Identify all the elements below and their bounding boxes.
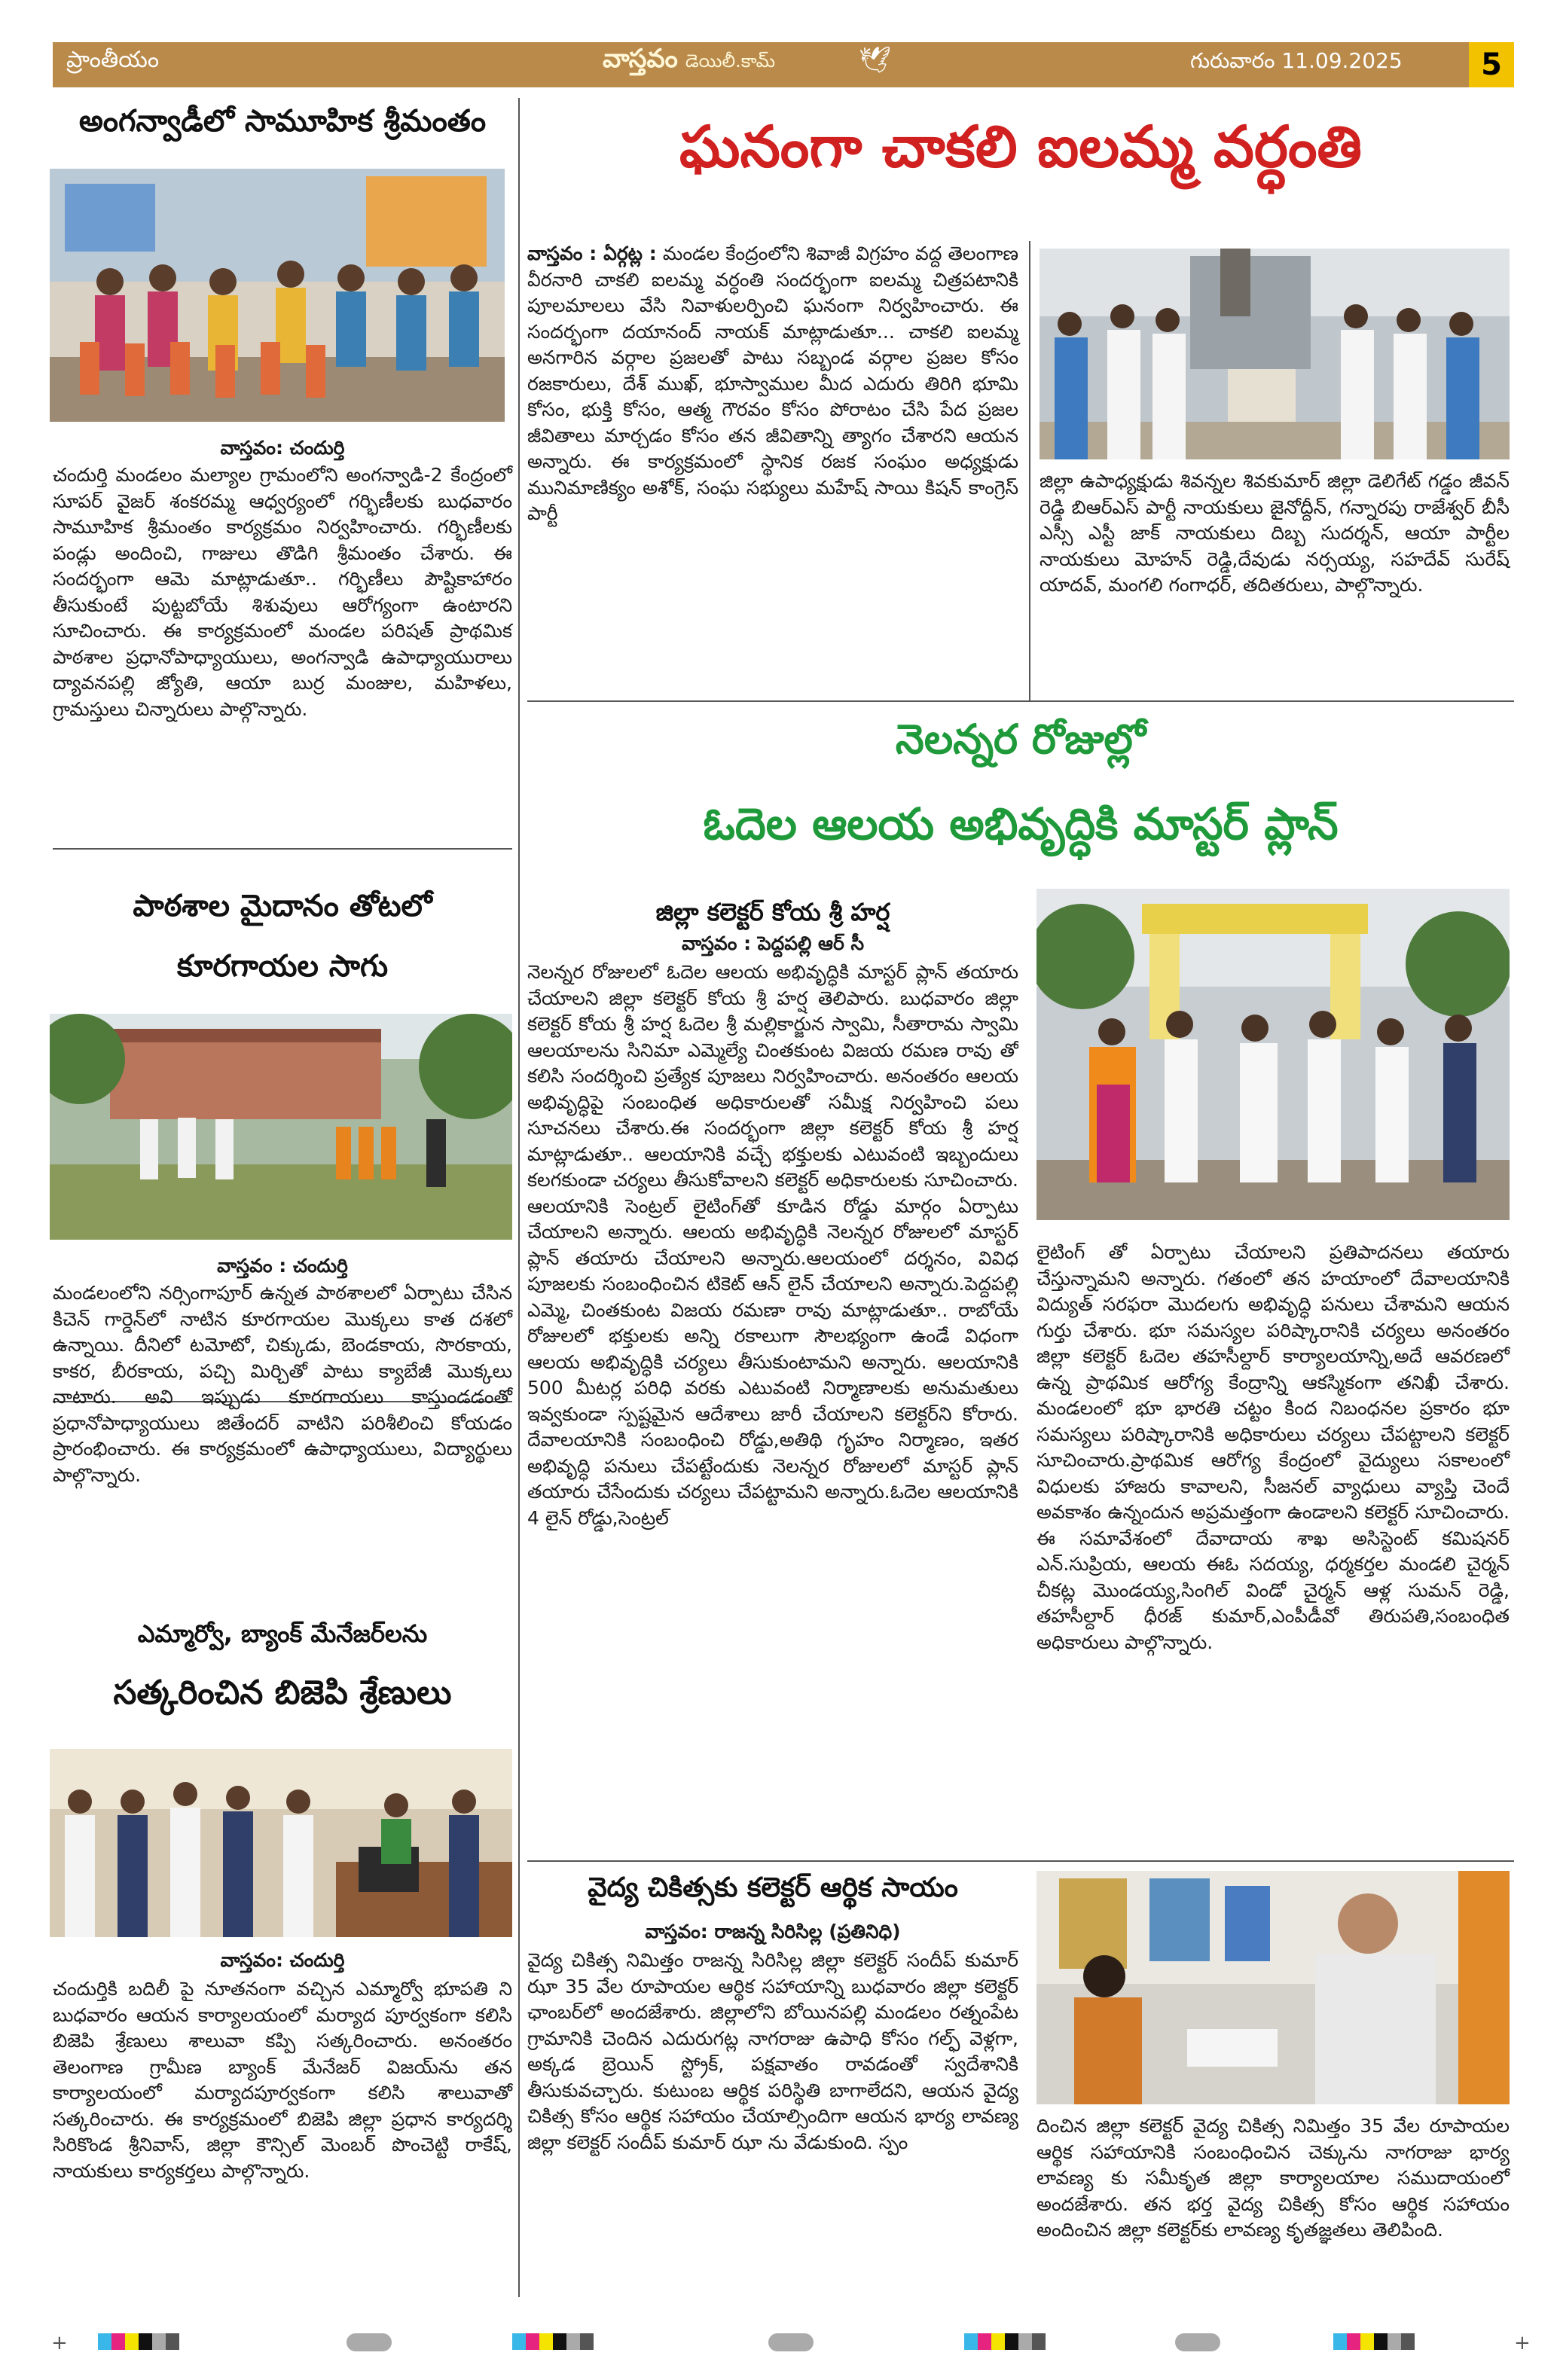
color-bar (512, 2333, 594, 2351)
anganwadi-photo (50, 169, 505, 422)
ilamma-photo (1040, 249, 1510, 459)
bird-icon: 🕊 (859, 45, 892, 75)
odela-dateline: వాస్తవం : పెద్దపల్లి ఆర్ సీ (681, 932, 865, 954)
page-number: 5 (1469, 42, 1514, 87)
section-divider (527, 700, 1514, 702)
registration-mark (347, 2333, 392, 2351)
issue-date: గురువారం 11.09.2025 (1190, 48, 1403, 73)
section-divider (53, 848, 512, 850)
odela-subhead: జిల్లా కలెక్టర్ కోయ శ్రీ హర్ష (655, 898, 890, 926)
mro-dateline: వాస్తవం: చందుర్తి (220, 1949, 345, 1971)
odela-body-continued: లైటింగ్ తో ఏర్పాటు చేయాలని ప్రతిపాదనలు తయారు చేస్తున్నామని అన్నారు. గతంలో తన హయాంలో దేవాలయానికి విద్యుత్ సరఫరా మొదలగు అభివృద్ధి పనులు చేశామని ఆయన గుర్తు చేశారు. భూ సమస్యల పరిష్కారానికి చర్యలు అనంతరం జిల్లా కలెక్టర్ ఓదెల తహసీల్దార్ కార్యాలయాన్ని,అదే ఆవరణలో ఉన్న ప్రాథమిక ఆరోగ్య కేంద్రాన్ని ఆకస్మికంగా తనిఖీ చేశారు. మండలంలో భూ భారతి చట్టం కింద నిబంధనల ప్రకారం భూ సమస్యలు పరిష్కారానికి అధికారులు చర్యలు చేపట్టాలని కలెక్టర్ సూచించారు.ప్రాథమిక ఆరోగ్య కేంద్రంలో వైద్యులు సకాలంలో విధులకు హాజరు కావాలని, సీజనల్ వ్యాధులు వ్యాప్తి చెందే అవకాశం ఉన్నందున అప్రమత్తంగా ఉండాలని కలెక్టర్ సూచించారు. ఈ సమావేశంలో దేవాదాయ శాఖ అసిస్టెంట్ కమిషనర్ ఎన్.సుప్రియ, ఆలయ ఈఓ సదయ్య, ధర్మకర్తల మండలి చైర్మన్ చీకట్ల మొండయ్య,సింగిల్ విండో చైర్మన్ ఆళ్ల సుమన్ రెడ్డి, తహసీల్దార్ ధీరజ్ కుమార్,ఎంపీడీవో తిరుపతి,సంబంధిత అధికారులు పాల్గొన్నారు. (1036, 1241, 1510, 1653)
medical-caption: దించిన జిల్లా కలెక్టర్ వైద్య చికిత్స నిమిత్తం 35 వేల రూపాయల ఆర్థిక సహాయానికి సంబంధించిన చెక్కును నాగరాజు భార్య లావణ్య కు సమీకృత జిల్లా కార్యాలయాల సముదాయంలో అందజేశారు. తన భర్త వైద్య చికిత్స కోసం ఆర్థిక సహాయం అందించిన జిల్లా కలెక్టర్‌కు లావణ్య కృతజ్ఞతలు తెలిపింది. (1036, 2115, 1510, 2241)
ilamma-dateline: వాస్తవం : ఏర్గట్ల : (527, 243, 657, 264)
medical-photo (1036, 1871, 1510, 2104)
column-divider (1029, 241, 1030, 700)
odela-headline-line1: నెలన్నర రోజుల్లో (895, 716, 1146, 763)
mro-photo (50, 1749, 512, 1937)
odela-headline-line2: ఓదెల ఆలయ అభివృద్ధికి మాస్టర్ ప్లాన్ (703, 798, 1339, 850)
anganwadi-dateline: వాస్తవం: చందుర్తి (220, 437, 345, 459)
ilamma-body: మండల కేంద్రంలోని శివాజీ విగ్రహం వద్ద తెలంగాణ వీరనారి చాకలి ఐలమ్మ వర్ధంతి సందర్భంగా ఐలమ్మ చిత్రపటానికి పూలమాలలు వేసి నివాళులర్పించి ఘనంగా నిర్వహించారు. ఈ సందర్భంగా దయానంద్ నాయక్ మాట్లాడుతూ... చాకలి ఐలమ్మ అనగారిన వర్గాల ప్రజలతో పాటు సబ్బండ వర్గాల ప్రజల కోసం రజకారులు, దేశ్ ముఖ్, భూస్వాముల మీద ఎదురు తిరిగి భూమి కోసం, భుక్తి కోసం, ఆత్మ గౌరవం కోసం పోరాటం చేసి పేద ప్రజల జీవితాలు మార్చడం కోసం తన జీవితాన్ని త్యాగం చేశారని ఆయన అన్నారు. ఈ కార్యక్రమంలో స్థానిక రజక సంఘం అధ్యక్షుడు మునిమాణిక్యం అశోక్, సంఘ సభ్యులు మహేష్ సాయి కిషన్ కాంగ్రెస్ పార్టీ (527, 243, 1019, 524)
ilamma-headline: ఘనంగా చాకలి ఐలమ్మ వర్ధంతి (679, 113, 1362, 180)
mro-kicker: ఎమ్మార్వో, బ్యాంక్ మేనేజర్‌లను (137, 1619, 428, 1648)
garden-body: మండలంలోని నర్సింగాపూర్ ఉన్నత పాఠశాలలో ఏర్పాటు చేసిన కిచెన్ గార్డెన్‌లో నాటిన కూరగాయల మొక్కలు కాత దశలో ఉన్నాయి. దీనిలో టమోటో, చిక్కుడు, బెండకాయ, సొరకాయ, కాకర, బీరకాయ, పచ్చి మిర్చితో పాటు క్యాబేజీ మొక్కలు నాటారు. అవి ఇప్పుడు కూరగాయలు కాస్తుండడంతో ప్రధానోపాధ్యాయులు జితేందర్ వాటిని పరిశీలించి కోయడం ప్రారంభించారు. ఈ కార్యక్రమంలో ఉపాధ్యాయులు, విద్యార్థులు పాల్గొన్నారు. (53, 1282, 512, 1486)
garden-headline-line2: కూరగాయల సాగు (176, 949, 389, 984)
garden-dateline: వాస్తవం : చందుర్తి (217, 1255, 348, 1277)
mro-body: చందుర్తికి బదిలీ పై నూతనంగా వచ్చిన ఎమ్మార్వో భూపతి ని బుధవారం ఆయన కార్యాలయంలో మర్యాద పూర్వకంగా కలిసి బిజెపి శ్రేణులు శాలువా కప్పి సత్కరించారు. అనంతరం తెలంగాణ గ్రామీణ బ్యాంక్ మేనేజర్ విజయ్‌ను తన కార్యాలయంలో మర్యాదపూర్వకంగా కలిసి శాలువాతో సత్కరించారు. ఈ కార్యక్రమంలో బిజెపి జిల్లా ప్రధాన కార్యదర్శి సిరికొండ శ్రీనివాస్, జిల్లా కౌన్సిల్ మెంబర్ పొంచెట్టి రాకేష్, నాయకులు కార్యకర్తలు పాల్గొన్నారు. (53, 1978, 512, 2182)
registration-mark (768, 2333, 814, 2351)
color-bar (98, 2333, 179, 2351)
section-divider (527, 1860, 1514, 1862)
logo-subtext: డెయిలీ.కామ్ (685, 50, 776, 72)
anganwadi-headline: అంగన్వాడీలో సామూహిక శ్రీమంతం (78, 104, 487, 139)
ilamma-body-wrap (527, 241, 1018, 527)
garden-photo (50, 1014, 512, 1240)
medical-dateline: వాస్తవం: రాజన్న సిరిసిల్ల (ప్రతినిధి) (645, 1921, 901, 1942)
masthead-logo (603, 44, 775, 80)
ilamma-caption: జిల్లా ఉపాధ్యక్షుడు శివన్నల శివకుమార్ జిల్లా డెలిగేట్ గడ్డం జీవన్ రెడ్డి బిఆర్ఎస్ పార్టీ నాయకులు జైనోద్దీన్, గన్నారపు రాజేశ్వర్ బీసీ ఎస్సీ ఎస్టీ జాక్ నాయకులు దిబ్బ సుదర్శన్, ఆయా పార్టీల నాయకులు మోహన్ రెడ్డి,దేవుడు నర్సయ్య, సహదేవ్ సురేష్ యాదవ్, మంగలి గంగాధర్, తదితరులు, పాల్గొన్నారు. (1040, 470, 1510, 596)
crop-mark-icon: + (1514, 2332, 1531, 2354)
anganwadi-body: చందుర్తి మండలం మల్యాల గ్రామంలోని అంగన్వాడి-2 కేంద్రంలో సూపర్ వైజర్ శంకరమ్మ ఆధ్వర్యంలో గర్భిణీలకు బుధవారం సామూహిక శ్రీమంతం కార్యక్రమం నిర్వహించారు. గర్భిణీలకు పండ్లు అందించి, గాజులు తొడిగి శ్రీమంతం చేశారు. ఈ సందర్భంగా ఆమె మాట్లాడుతూ.. గర్భిణీలు పౌష్టికాహారం తీసుకుంటే పుట్టబోయే శిశువులు ఆరోగ్యంగా ఉంటారని సూచించారు. ఈ కార్యక్రమంలో మండల పరిషత్ ప్రాథమిక పాఠశాల ప్రధానోపాధ్యాయులు, అంగన్వాడి ఉపాధ్యాయురాలు ద్యావనపల్లి జ్యోతి, ఆయా బుర్ర మంజుల, మహిళలు, గ్రామస్తులు చిన్నారులు పాల్గొన్నారు. (53, 464, 512, 720)
logo-text: వాస్తవం (603, 44, 678, 74)
medical-body: వైద్య చికిత్స నిమిత్తం రాజన్న సిరిసిల్ల జిల్లా కలెక్టర్ సందీప్ కుమార్ ఝా 35 వేల రూపాయల ఆర్థిక సహాయాన్ని బుధవారం జిల్లా కలెక్టర్ ఛాంబర్‌లో అందజేశారు. జిల్లాలోని బోయినపల్లి మండలం రత్నంపేట గ్రామానికి చెందిన ఎదురుగట్ల నాగరాజు ఉపాధి కోసం గల్ఫ్ వెళ్లగా, అక్కడ బ్రెయిన్ స్ట్రోక్, పక్షవాతం రావడంతో స్వదేశానికి తీసుకువచ్చారు. కుటుంబ ఆర్థిక పరిస్థితి బాగాలేదని, ఆయన వైద్య చికిత్స కోసం ఆర్థిక సహాయం చేయాల్సిందిగా ఆయన భార్య లావణ్య జిల్లా కలెక్టర్ సందీప్ కుమార్ ఝా ను వేడుకుంది. స్పం (527, 1949, 1018, 2153)
crop-mark-icon: + (51, 2332, 68, 2354)
odela-body: నెలన్నర రోజులలో ఓదెల ఆలయ అభివృద్ధికి మాస్టర్ ప్లాన్ తయారు చేయాలని జిల్లా కలెక్టర్ కోయ శ్రీ హర్ష తెలిపారు. బుధవారం జిల్లా కలెక్టర్ కోయ శ్రీ హర్ష ఓదెల శ్రీ మల్లికార్జున స్వామి, సీతారామ స్వామి ఆలయాలను సినిమా ఎమ్మెల్యే చింతకుంట విజయ రమణ రావు తో కలిసి సందర్శించి ప్రత్యేక పూజలు నిర్వహించారు. అనంతరం ఆలయ అభివృద్ధిపై సంబంధిత అధికారులతో సమీక్ష నిర్వహించి పలు సూచనలు చేశారు.ఈ సందర్భంగా జిల్లా కలెక్టర్ కోయ శ్రీ హర్ష మాట్లాడుతూ.. ఆలయానికి వచ్చే భక్తులకు ఎటువంటి ఇబ్బందులు కలగకుండా చర్యలు తీసుకోవాలని కలెక్టర్ అధికారులకు సూచించారు. ఆలయానికి సెంట్రల్ లైటింగ్‌తో కూడిన రోడ్డు మార్గం ఏర్పాటు చేయాలని అన్నారు. ఆలయ అభివృద్ధికి నెలన్నర రోజులలో మాస్టర్ ప్లాన్ తయారు చేయాలని అన్నారు.ఆలయంలో దర్శనం, వివిధ పూజలకు సంబంధించిన టికెట్ ఆన్ లైన్ చేయాలని అన్నారు.పెద్దపల్లి ఎమ్మె, చింతకుంట విజయ రమణా రావు మాట్లాడుతూ.. రాబోయే రోజులలో భక్తులకు అన్ని రకాలుగా సౌలభ్యంగా ఉండే విధంగా ఆలయ అభివృద్ధికి చర్యలు తీసుకుంటామని అన్నారు. ఆలయానికి 500 మీటర్ల పరిధి వరకు ఎటువంటి నిర్మాణాలకు అనుమతులు ఇవ్వకుండా స్పష్టమైన ఆదేశాలు జారీ చేయాలని కలెక్టర్‌ని కోరారు. దేవాలయానికి సంబంధించి రోడ్డు,అతిథి గృహం నిర్మాణం, ఇతర అభివృద్ధి పనులు చేపట్టేందుకు నెలన్నర రోజులలో మాస్టర్ ప్లాన్ తయారు చేసేందుకు చర్యలు చేపట్టామని అన్నారు.ఓదెల ఆలయానికి 4 లైన్ రోడ్డు,సెంట్రల్ (527, 961, 1018, 1529)
registration-mark (1175, 2333, 1220, 2351)
column-divider (518, 98, 520, 2297)
color-bar (964, 2333, 1046, 2351)
medical-headline: వైద్య చికిత్సకు కలెక్టర్ ఆర్థిక సాయం (588, 1872, 958, 1903)
color-bar (1333, 2333, 1415, 2351)
garden-headline-line1: పాఠశాల మైదానం తోటలో (133, 889, 432, 923)
section-label: ప్రాంతీయం (66, 47, 160, 73)
odela-photo (1036, 889, 1510, 1220)
mro-headline: సత్కరించిన బిజెపి శ్రేణులు (113, 1674, 452, 1712)
ilamma-text-block (527, 241, 1018, 527)
